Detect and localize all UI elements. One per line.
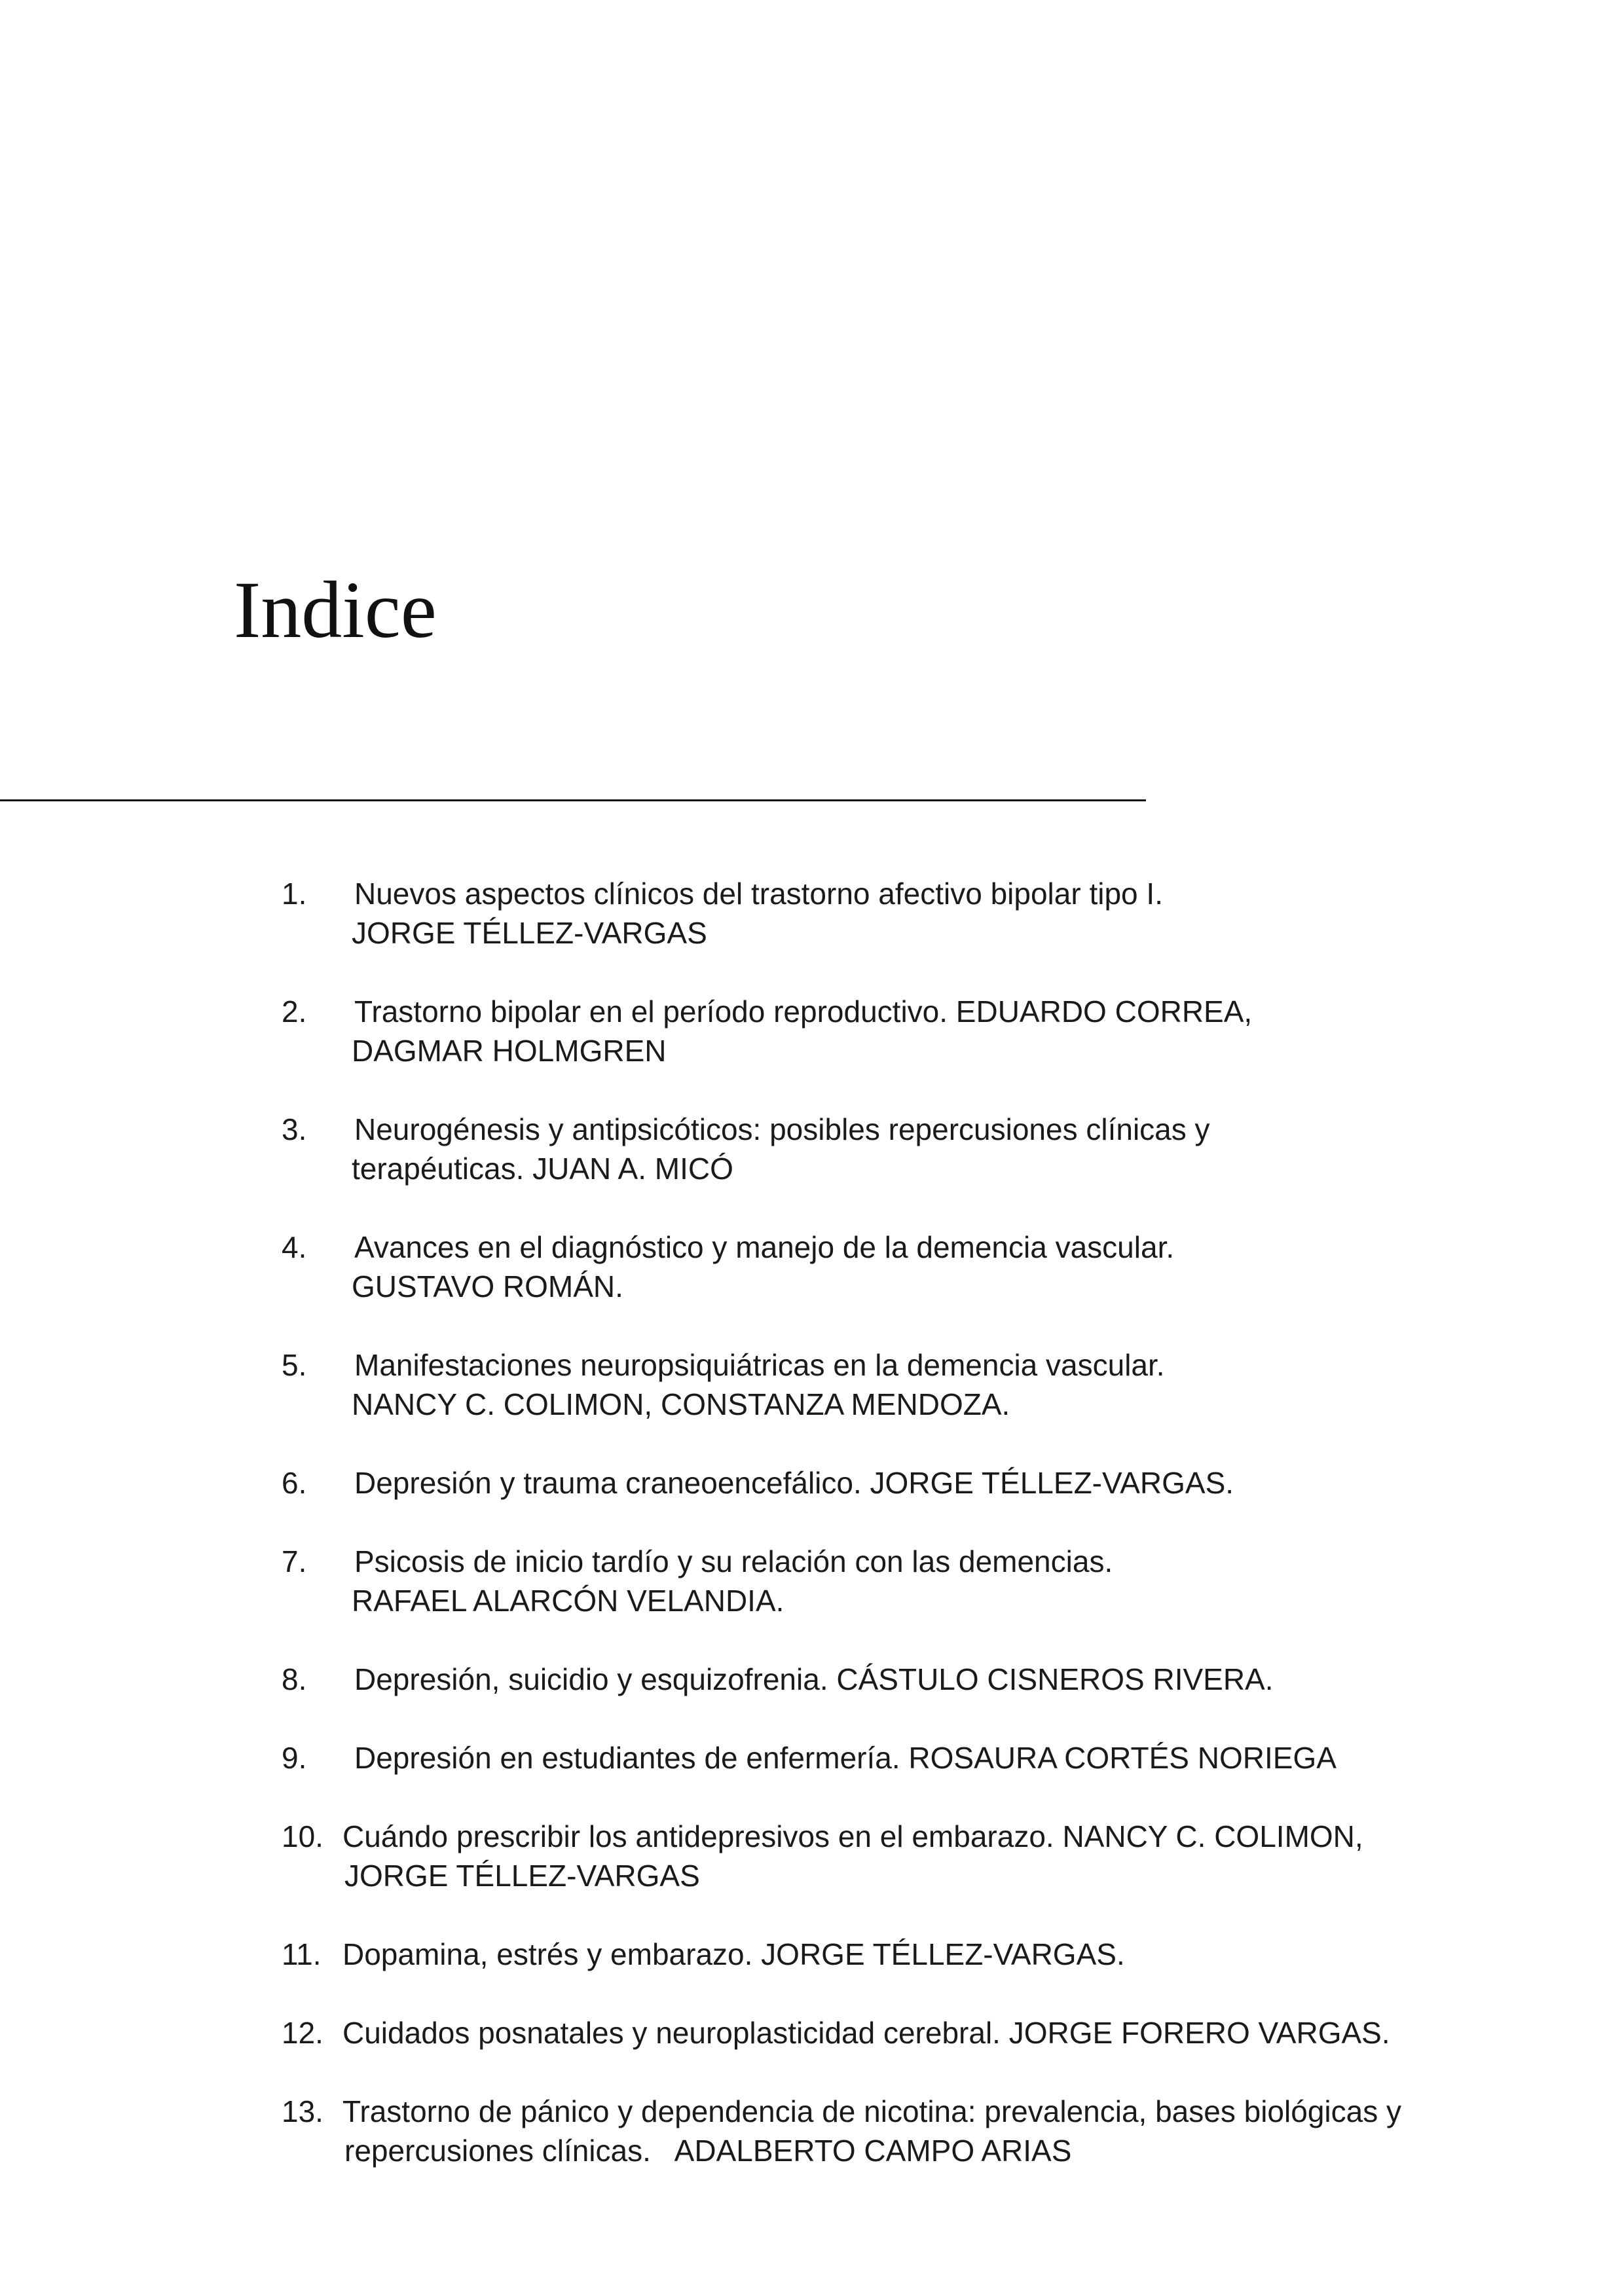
toc-entry-number: 3.	[282, 1112, 307, 1146]
toc-entry-title: Avances en el diagnóstico y manejo de la demencia vascular.	[354, 1230, 1175, 1264]
toc-entry-number: 12.	[282, 2016, 323, 2050]
toc-entry-number: 13.	[282, 2094, 323, 2128]
toc-entry-authors: JORGE TÉLLEZ-VARGAS	[344, 1859, 700, 1893]
toc-entry-authors: GUSTAVO ROMÁN.	[352, 1269, 623, 1303]
title-divider	[0, 799, 1146, 801]
toc-entry-authors: NANCY C. COLIMON, CONSTANZA MENDOZA.	[352, 1387, 1010, 1421]
toc-entry-authors: DAGMAR HOLMGREN	[352, 1034, 667, 1068]
toc-entry-number: 9.	[282, 1741, 307, 1775]
toc-entry-number: 2.	[282, 994, 307, 1029]
toc-entry-title: Manifestaciones neuropsiquiátricas en la demencia vascular.	[354, 1348, 1165, 1382]
toc-entry-title: Depresión, suicidio y esquizofrenia. CÁSTULO CISNEROS RIVERA.	[354, 1662, 1274, 1696]
toc-entry-number: 1.	[282, 877, 307, 911]
toc-entry-number: 11.	[282, 1937, 322, 1971]
toc-entry-title: Trastorno bipolar en el período reproductivo. EDUARDO CORREA,	[354, 994, 1253, 1029]
toc-entry-title: Cuidados posnatales y neuroplasticidad cerebral. JORGE FORERO VARGAS.	[342, 2016, 1390, 2050]
toc-entry-number: 8.	[282, 1662, 307, 1696]
toc-entry-title: Cuándo prescribir los antidepresivos en el embarazo. NANCY C. COLIMON,	[342, 1819, 1363, 1853]
toc-entry-authors: repercusiones clínicas. ADALBERTO CAMPO ARIAS	[344, 2134, 1072, 2168]
page-title: Indice	[234, 565, 437, 655]
toc-entry-number: 5.	[282, 1348, 307, 1382]
toc-entry-title: Dopamina, estrés y embarazo. JORGE TÉLLEZ-VARGAS.	[342, 1937, 1125, 1971]
toc-entry-number: 4.	[282, 1230, 307, 1264]
toc-entry-title: Trastorno de pánico y dependencia de nicotina: prevalencia, bases biológicas y	[342, 2094, 1401, 2128]
toc-entry-title: Depresión en estudiantes de enfermería. ROSAURA CORTÉS NORIEGA	[354, 1741, 1337, 1775]
toc-entry-authors: terapéuticas. JUAN A. MICÓ	[352, 1152, 733, 1186]
toc-entry-title: Psicosis de inicio tardío y su relación con las demencias.	[354, 1544, 1113, 1578]
toc-entry-title: Nuevos aspectos clínicos del trastorno afectivo bipolar tipo I.	[354, 877, 1163, 911]
toc-entry-number: 6.	[282, 1466, 307, 1500]
toc-entry-number: 10.	[282, 1819, 323, 1853]
toc-entry-title: Depresión y trauma craneoencefálico. JORGE TÉLLEZ-VARGAS.	[354, 1466, 1234, 1500]
toc-entry-authors: JORGE TÉLLEZ-VARGAS	[352, 916, 707, 950]
toc-entry-title: Neurogénesis y antipsicóticos: posibles repercusiones clínicas y	[354, 1112, 1210, 1146]
toc-entry-authors: RAFAEL ALARCÓN VELANDIA.	[352, 1584, 784, 1618]
toc-entry-number: 7.	[282, 1544, 307, 1578]
